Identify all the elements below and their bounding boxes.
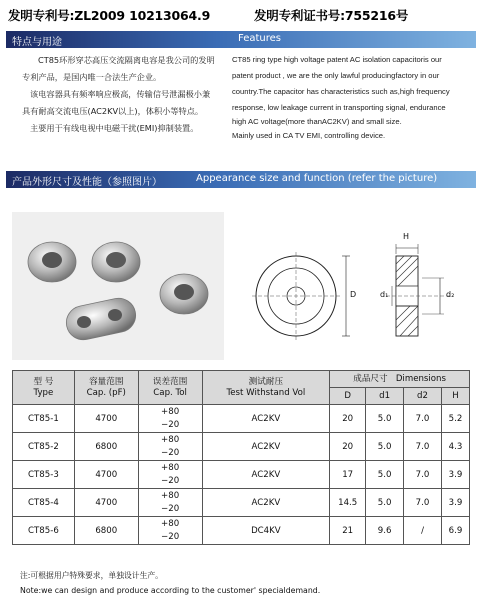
patent-number: 发明专利号:ZL2009 10213064.9 [8, 8, 211, 23]
features-cn-line-1: CT85环形穿芯高压交流隔离电容是我公司的发明 [38, 55, 215, 65]
appearance-header-bar [6, 171, 476, 188]
cell-d: 17 [330, 461, 366, 489]
header-d: D [330, 388, 366, 405]
features-en-line-1: CT85 ring type high voltage patent AC isolation capacitoris our [232, 55, 442, 64]
cell-h: 5.2 [441, 405, 469, 433]
cell-tol [138, 461, 202, 489]
cell-h: 3.9 [441, 489, 469, 517]
cell-cap: 4700 [74, 405, 138, 433]
cell-cap: 4700 [74, 489, 138, 517]
features-en-line-4: response, low leakage current in transporting signal, endurance [232, 103, 446, 112]
note-cn: 注:可根据用户特殊要求，单独设计生产。 [20, 571, 163, 580]
header-tol [138, 371, 202, 405]
cell-d: 20 [330, 433, 366, 461]
tol-plus: +80 [161, 490, 180, 501]
header-type-en: Type [33, 387, 54, 398]
cell-tol [138, 433, 202, 461]
header-cap-cn: 容量范围 [89, 376, 124, 387]
tol-plus: +80 [161, 406, 180, 417]
drawing-label-d2: d₂ [446, 290, 455, 299]
cell-d1: 9.6 [366, 517, 404, 545]
cell-tol [138, 517, 202, 545]
cell-h: 3.9 [441, 461, 469, 489]
dimensions-table [12, 370, 470, 545]
tol-minus: −20 [161, 531, 180, 542]
appearance-title-en: Appearance size and function (refer the picture) [196, 173, 438, 184]
features-title-en: Features [238, 33, 281, 44]
cell-d1: 5.0 [366, 489, 404, 517]
header-test-en: Test Withstand Vol [226, 387, 306, 398]
features-en-line-5: high AC voltage(more thanAC2KV) and small size. [232, 117, 402, 126]
features-cn-line-4: 具有耐高交流电压(AC2KV以上)，体积小等特点。 [22, 106, 204, 116]
header-d2: d2 [404, 388, 442, 405]
header-dims-en: Dimensions [395, 373, 446, 384]
table-row [13, 517, 470, 545]
header-tol-cn: 误差范围 [152, 376, 188, 387]
header-type-cn: 型 号 [33, 376, 54, 387]
tol-minus: −20 [161, 503, 180, 514]
table-row [13, 405, 470, 433]
cell-type: CT85-2 [13, 433, 75, 461]
drawing-label-d1: d₁ [380, 290, 389, 299]
cell-cap: 4700 [74, 461, 138, 489]
features-cn-line-3: 该电容器具有频率响应极高，传输信号泄漏极小兼 [30, 89, 211, 99]
features-en-line-2: patent product , we are the only lawful producingfactory in our [232, 71, 440, 80]
features-en-line-6: Mainly used in CA TV EMI, controlling device. [232, 131, 386, 140]
features-en-line-3: country.The capacitor has characteristics such as,high frequency [232, 87, 450, 96]
table-header-row [13, 371, 470, 388]
header-tol-en: Cap. Tol [153, 387, 187, 398]
cell-d: 21 [330, 517, 366, 545]
cell-vol: AC2KV [202, 433, 330, 461]
features-cn-line-5: 主要用于有线电视中电磁干扰(EMI)抑制装置。 [30, 123, 199, 133]
cell-tol [138, 405, 202, 433]
tol-plus: +80 [161, 518, 180, 529]
note-en: Note:we can design and produce according to the customer' specialdemand. [20, 586, 321, 595]
header-type [13, 371, 75, 405]
patent-certificate-number: 发明专利证书号:755216号 [254, 8, 409, 23]
cell-vol: DC4KV [202, 517, 330, 545]
cell-tol [138, 489, 202, 517]
header-dims-cn: 成品尺寸 [353, 373, 388, 384]
features-title-cn: 特点与用途 [12, 37, 62, 48]
cell-d1: 5.0 [366, 433, 404, 461]
tol-plus: +80 [161, 462, 180, 473]
tol-minus: −20 [161, 419, 180, 430]
header-h: H [441, 388, 469, 405]
cell-d: 20 [330, 405, 366, 433]
header-cap-en: Cap. (pF) [86, 387, 126, 398]
cell-type: CT85-6 [13, 517, 75, 545]
header-test-cn: 测试耐压 [248, 376, 284, 387]
cell-cap: 6800 [74, 517, 138, 545]
table-row [13, 489, 470, 517]
cell-vol: AC2KV [202, 405, 330, 433]
cell-cap: 6800 [74, 433, 138, 461]
drawing-label-h: H [403, 232, 410, 241]
features-cn-line-2: 专利产品，是国内唯一合法生产企业。 [22, 72, 162, 82]
cell-d2: 7.0 [404, 405, 442, 433]
cell-d: 14.5 [330, 489, 366, 517]
header-dimensions [330, 371, 470, 388]
cell-d2: 7.0 [404, 461, 442, 489]
product-photo [12, 212, 224, 360]
appearance-title-cn: 产品外形尺寸及性能（参照图片） [12, 177, 162, 188]
cell-type: CT85-1 [13, 405, 75, 433]
cell-type: CT85-4 [13, 489, 75, 517]
cell-h: 4.3 [441, 433, 469, 461]
table-row [13, 433, 470, 461]
drawing-label-d: D [350, 290, 357, 299]
cell-d1: 5.0 [366, 461, 404, 489]
table-row [13, 461, 470, 489]
header-test [202, 371, 330, 405]
cell-type: CT85-3 [13, 461, 75, 489]
cell-d2: 7.0 [404, 433, 442, 461]
dimension-drawing [246, 232, 470, 348]
features-header-bar [6, 31, 476, 48]
cell-d2: / [404, 517, 442, 545]
header-d1: d1 [366, 388, 404, 405]
header-cap [74, 371, 138, 405]
cell-vol: AC2KV [202, 461, 330, 489]
tol-minus: −20 [161, 447, 180, 458]
tol-plus: +80 [161, 434, 180, 445]
cell-vol: AC2KV [202, 489, 330, 517]
cell-d1: 5.0 [366, 405, 404, 433]
cell-d2: 7.0 [404, 489, 442, 517]
tol-minus: −20 [161, 475, 180, 486]
cell-h: 6.9 [441, 517, 469, 545]
